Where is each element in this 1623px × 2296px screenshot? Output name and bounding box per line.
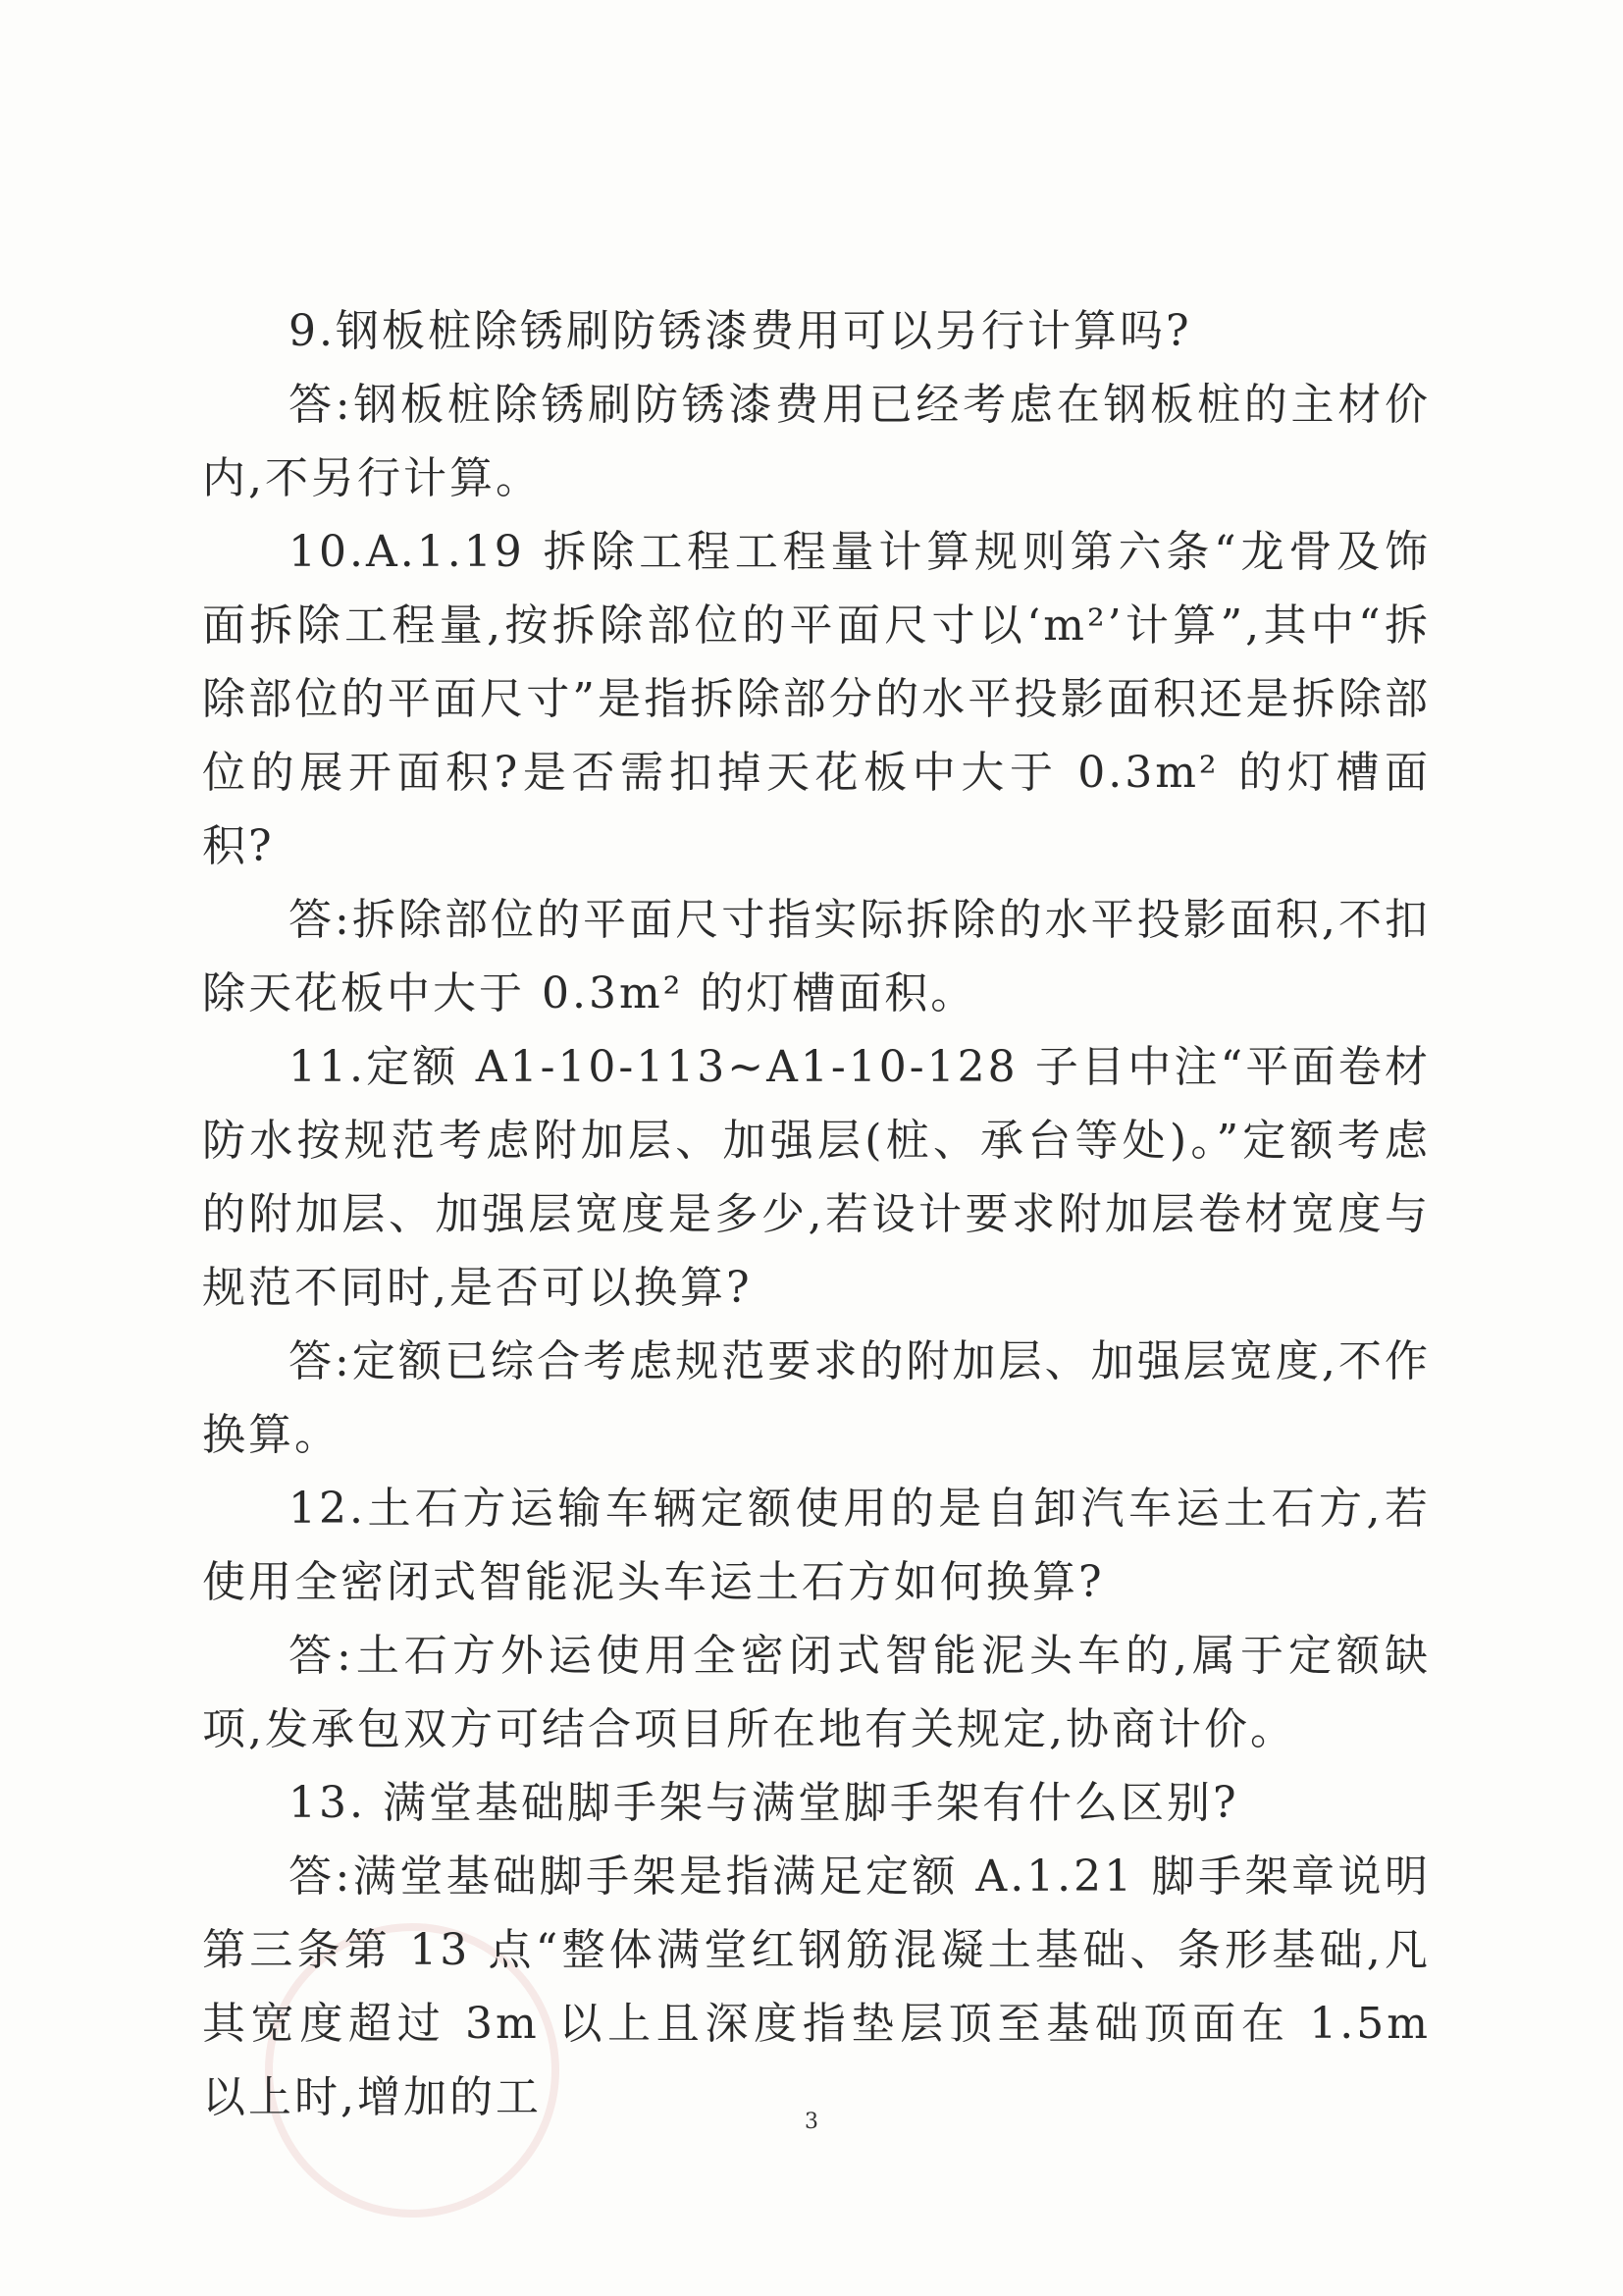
answer-11: 答:定额已综合考虑规范要求的附加层、加强层宽度,不作换算。 [202,1336,1431,1460]
answer-13: 答:满堂基础脚手架是指满足定额 A.1.21 脚手架章说明第三条第 13 点“整体满堂红钢筋混凝土基础、条形基础,凡其宽度超过 3m 以上且深度指垫层顶至基础顶面在 1.5m 以上时,增加的工 [202,1852,1431,2122]
question-9: 9.钢板桩除锈刷防锈漆费用可以另行计算吗? [288,306,1192,356]
document-body [202,294,1431,2134]
question-13: 13. 满堂基础脚手架与满堂脚手架有什么区别? [288,1778,1239,1828]
question-12: 12.土石方运输车辆定额使用的是自卸汽车运土石方,若使用全密闭式智能泥头车运土石方如何换算? [202,1484,1431,1607]
question-11: 11.定额 A1-10-113~A1-10-128 子目中注“平面卷材防水按规范考虑附加层、加强层(桩、承台等处)。”定额考虑的附加层、加强层宽度是多少,若设计要求附加层卷材宽度与规范不同时,是否可以换算? [202,1042,1431,1313]
answer-9: 答:钢板桩除锈刷防锈漆费用已经考虑在钢板桩的主材价内,不另行计算。 [202,380,1431,503]
answer-12: 答:土石方外运使用全密闭式智能泥头车的,属于定额缺项,发承包双方可结合项目所在地有关规定,协商计价。 [202,1631,1431,1754]
page-number: 3 [805,2110,818,2134]
answer-10: 答:拆除部位的平面尺寸指实际拆除的水平投影面积,不扣除天花板中大于 0.3m² 的灯槽面积。 [202,895,1431,1018]
question-10: 10.A.1.19 拆除工程工程量计算规则第六条“龙骨及饰面拆除工程量,按拆除部位的平面尺寸以‘m²’计算”,其中“拆除部位的平面尺寸”是指拆除部分的水平投影面积还是拆除部位的展开面积?是否需扣掉天花板中大于 0.3m² 的灯槽面积? [202,527,1431,871]
